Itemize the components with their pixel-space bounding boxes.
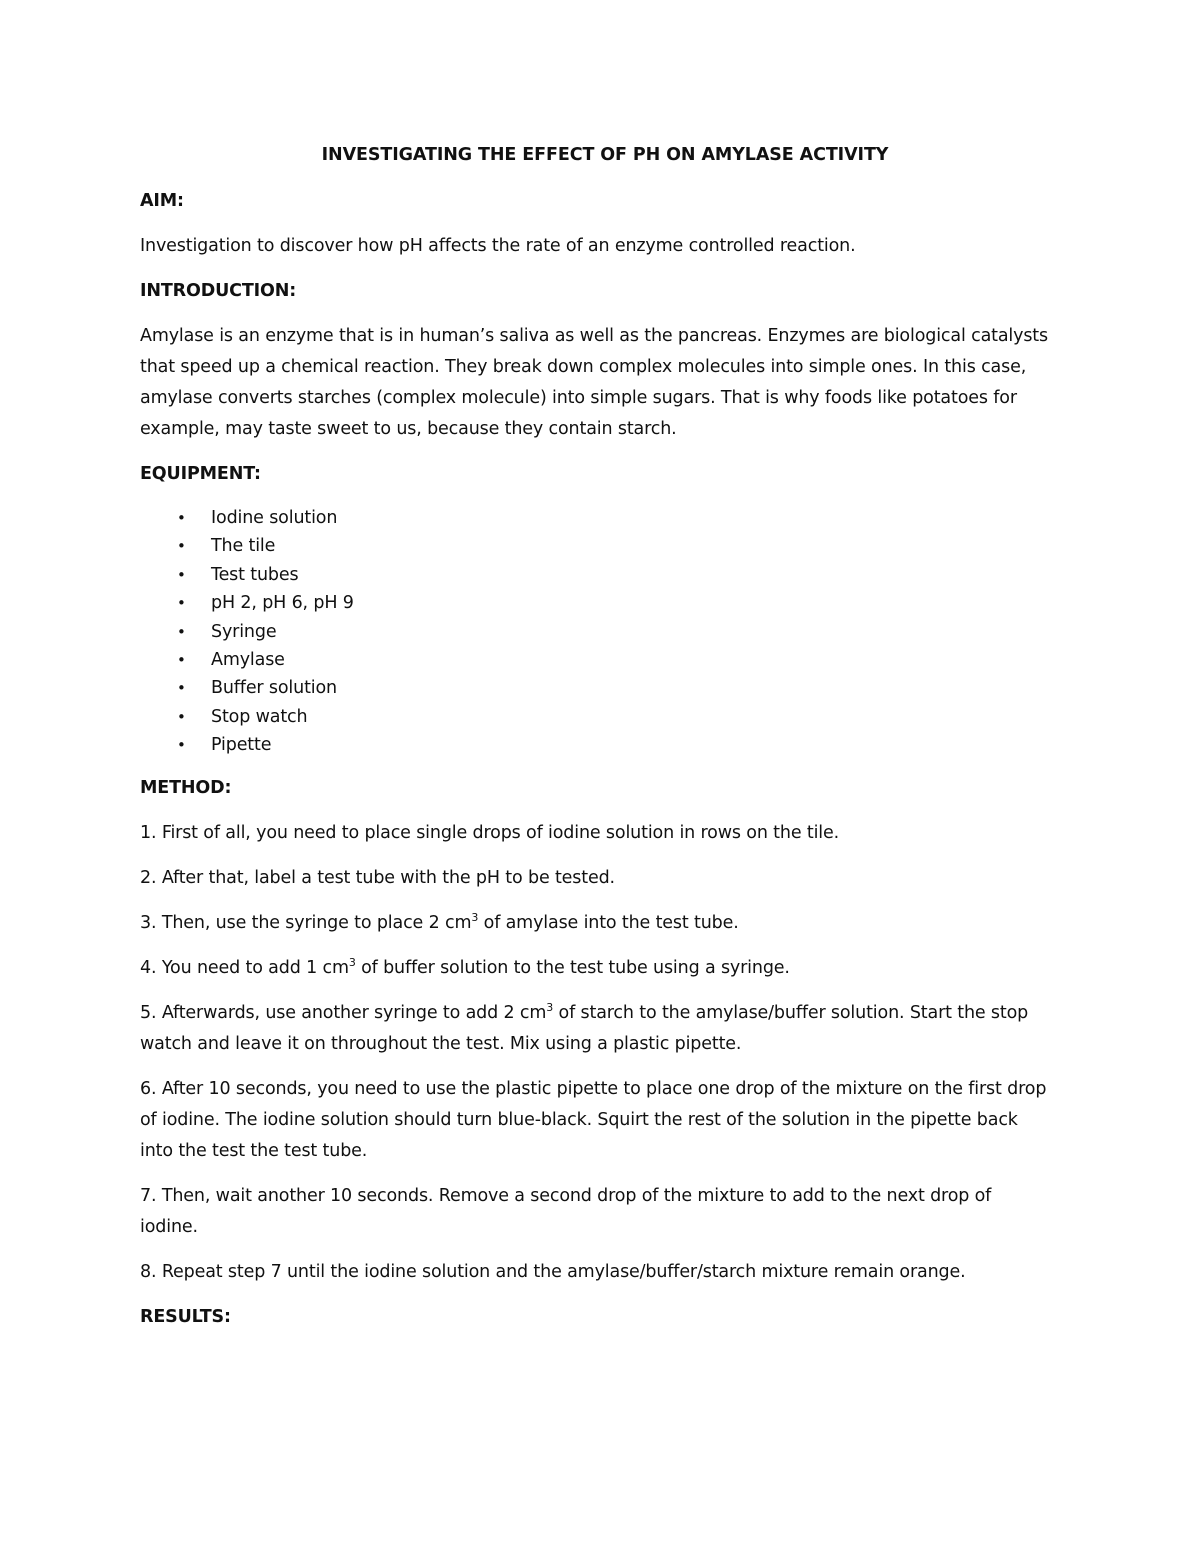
step-number: 5. <box>140 1002 157 1023</box>
list-item <box>140 589 1070 617</box>
list-item <box>140 532 1070 560</box>
method-step-2 <box>140 863 1070 894</box>
introduction-line: Amylase is an enzyme that is in human’s saliva as well as the pancreas. Enzymes are biological catalysts <box>140 326 1048 346</box>
introduction-heading: INTRODUCTION: <box>140 281 297 301</box>
method-heading: METHOD: <box>140 777 232 798</box>
introduction-line: amylase converts starches (complex molecule) into simple sugars. That is why foods like potatoes for <box>140 388 1017 408</box>
step-number: 4. <box>140 957 157 978</box>
equipment-item: pH 2, pH 6, pH 9 <box>211 593 354 614</box>
introduction-paragraph <box>140 321 1070 445</box>
bullet-icon: • <box>177 707 186 726</box>
step-text: Afterwards, use another syringe to add 2 cm <box>156 1002 547 1023</box>
superscript: 3 <box>348 955 356 969</box>
superscript: 3 <box>471 910 479 924</box>
step-line: watch and leave it on throughout the test. Mix using a plastic pipette. <box>140 1033 742 1054</box>
list-item <box>140 674 1070 702</box>
equipment-item: Amylase <box>211 650 285 671</box>
bullet-icon: • <box>177 537 186 556</box>
equipment-heading: EQUIPMENT: <box>140 464 261 484</box>
bullet-icon: • <box>177 622 186 641</box>
superscript: 3 <box>546 1000 554 1014</box>
list-item <box>140 703 1070 731</box>
step-number: 3. <box>140 912 157 933</box>
equipment-item: Test tubes <box>211 564 299 585</box>
step-number: 8. <box>140 1261 157 1282</box>
step-text: After 10 seconds, you need to use the plastic pipette to place one drop of the mixture on the first drop <box>156 1078 1047 1099</box>
step-line: iodine. <box>140 1216 198 1237</box>
step-text: of buffer solution to the test tube using a syringe. <box>355 957 790 978</box>
results-heading: RESULTS: <box>140 1306 231 1327</box>
bullet-icon: • <box>177 594 186 613</box>
step-line <box>140 1074 1070 1105</box>
equipment-item: Buffer solution <box>211 678 337 699</box>
step-line <box>140 1181 1070 1212</box>
method-step-7 <box>140 1181 1070 1243</box>
equipment-item: Pipette <box>211 735 272 756</box>
method-step-6 <box>140 1074 1070 1167</box>
equipment-item: The tile <box>211 536 276 557</box>
step-line <box>140 998 1070 1029</box>
introduction-line: example, may taste sweet to us, because they contain starch. <box>140 419 677 439</box>
step-text: Repeat step 7 until the iodine solution and the amylase/buffer/starch mixture remain orange. <box>156 1261 966 1282</box>
introduction-line: that speed up a chemical reaction. They break down complex molecules into simple ones. In this case, <box>140 357 1027 377</box>
bullet-icon: • <box>177 565 186 584</box>
step-text: Then, wait another 10 seconds. Remove a second drop of the mixture to add to the next drop of <box>156 1185 992 1206</box>
bullet-icon: • <box>177 651 186 670</box>
step-number: 2. <box>140 867 157 888</box>
step-line: of iodine. The iodine solution should turn blue-black. Squirt the rest of the solution in the pipette back <box>140 1109 1018 1130</box>
equipment-item: Syringe <box>211 621 277 642</box>
method-step-1 <box>140 818 1070 849</box>
bullet-icon: • <box>177 509 186 527</box>
method-step-5 <box>140 998 1070 1060</box>
equipment-item: Stop watch <box>211 706 308 727</box>
method-step-3 <box>140 908 1070 939</box>
step-text: of amylase into the test tube. <box>478 912 739 933</box>
step-number: 6. <box>140 1078 157 1099</box>
step-line: into the test the test tube. <box>140 1140 368 1161</box>
step-text: You need to add 1 cm <box>156 957 349 978</box>
step-text: After that, label a test tube with the pH to be tested. <box>156 867 615 888</box>
list-item <box>140 561 1070 589</box>
list-item <box>140 504 1070 532</box>
equipment-item: Iodine solution <box>211 508 338 528</box>
method-step-8 <box>140 1257 1070 1288</box>
method-step-4 <box>140 953 1070 984</box>
list-item <box>140 731 1070 759</box>
step-text: First of all, you need to place single drops of iodine solution in rows on the tile. <box>156 822 840 843</box>
list-item <box>140 618 1070 646</box>
aim-text: Investigation to discover how pH affects the rate of an enzyme controlled reaction. <box>140 236 856 256</box>
step-text: Then, use the syringe to place 2 cm <box>156 912 472 933</box>
step-text: of starch to the amylase/buffer solution. Start the stop <box>553 1002 1029 1023</box>
step-number: 7. <box>140 1185 157 1206</box>
document-body <box>140 140 1070 1347</box>
bullet-icon: • <box>177 736 186 755</box>
aim-heading: AIM: <box>140 191 184 211</box>
equipment-list <box>140 504 1070 760</box>
bullet-icon: • <box>177 679 186 698</box>
list-item <box>140 646 1070 674</box>
document-title: INVESTIGATING THE EFFECT OF PH ON AMYLASE ACTIVITY <box>321 145 889 165</box>
step-number: 1. <box>140 822 157 843</box>
